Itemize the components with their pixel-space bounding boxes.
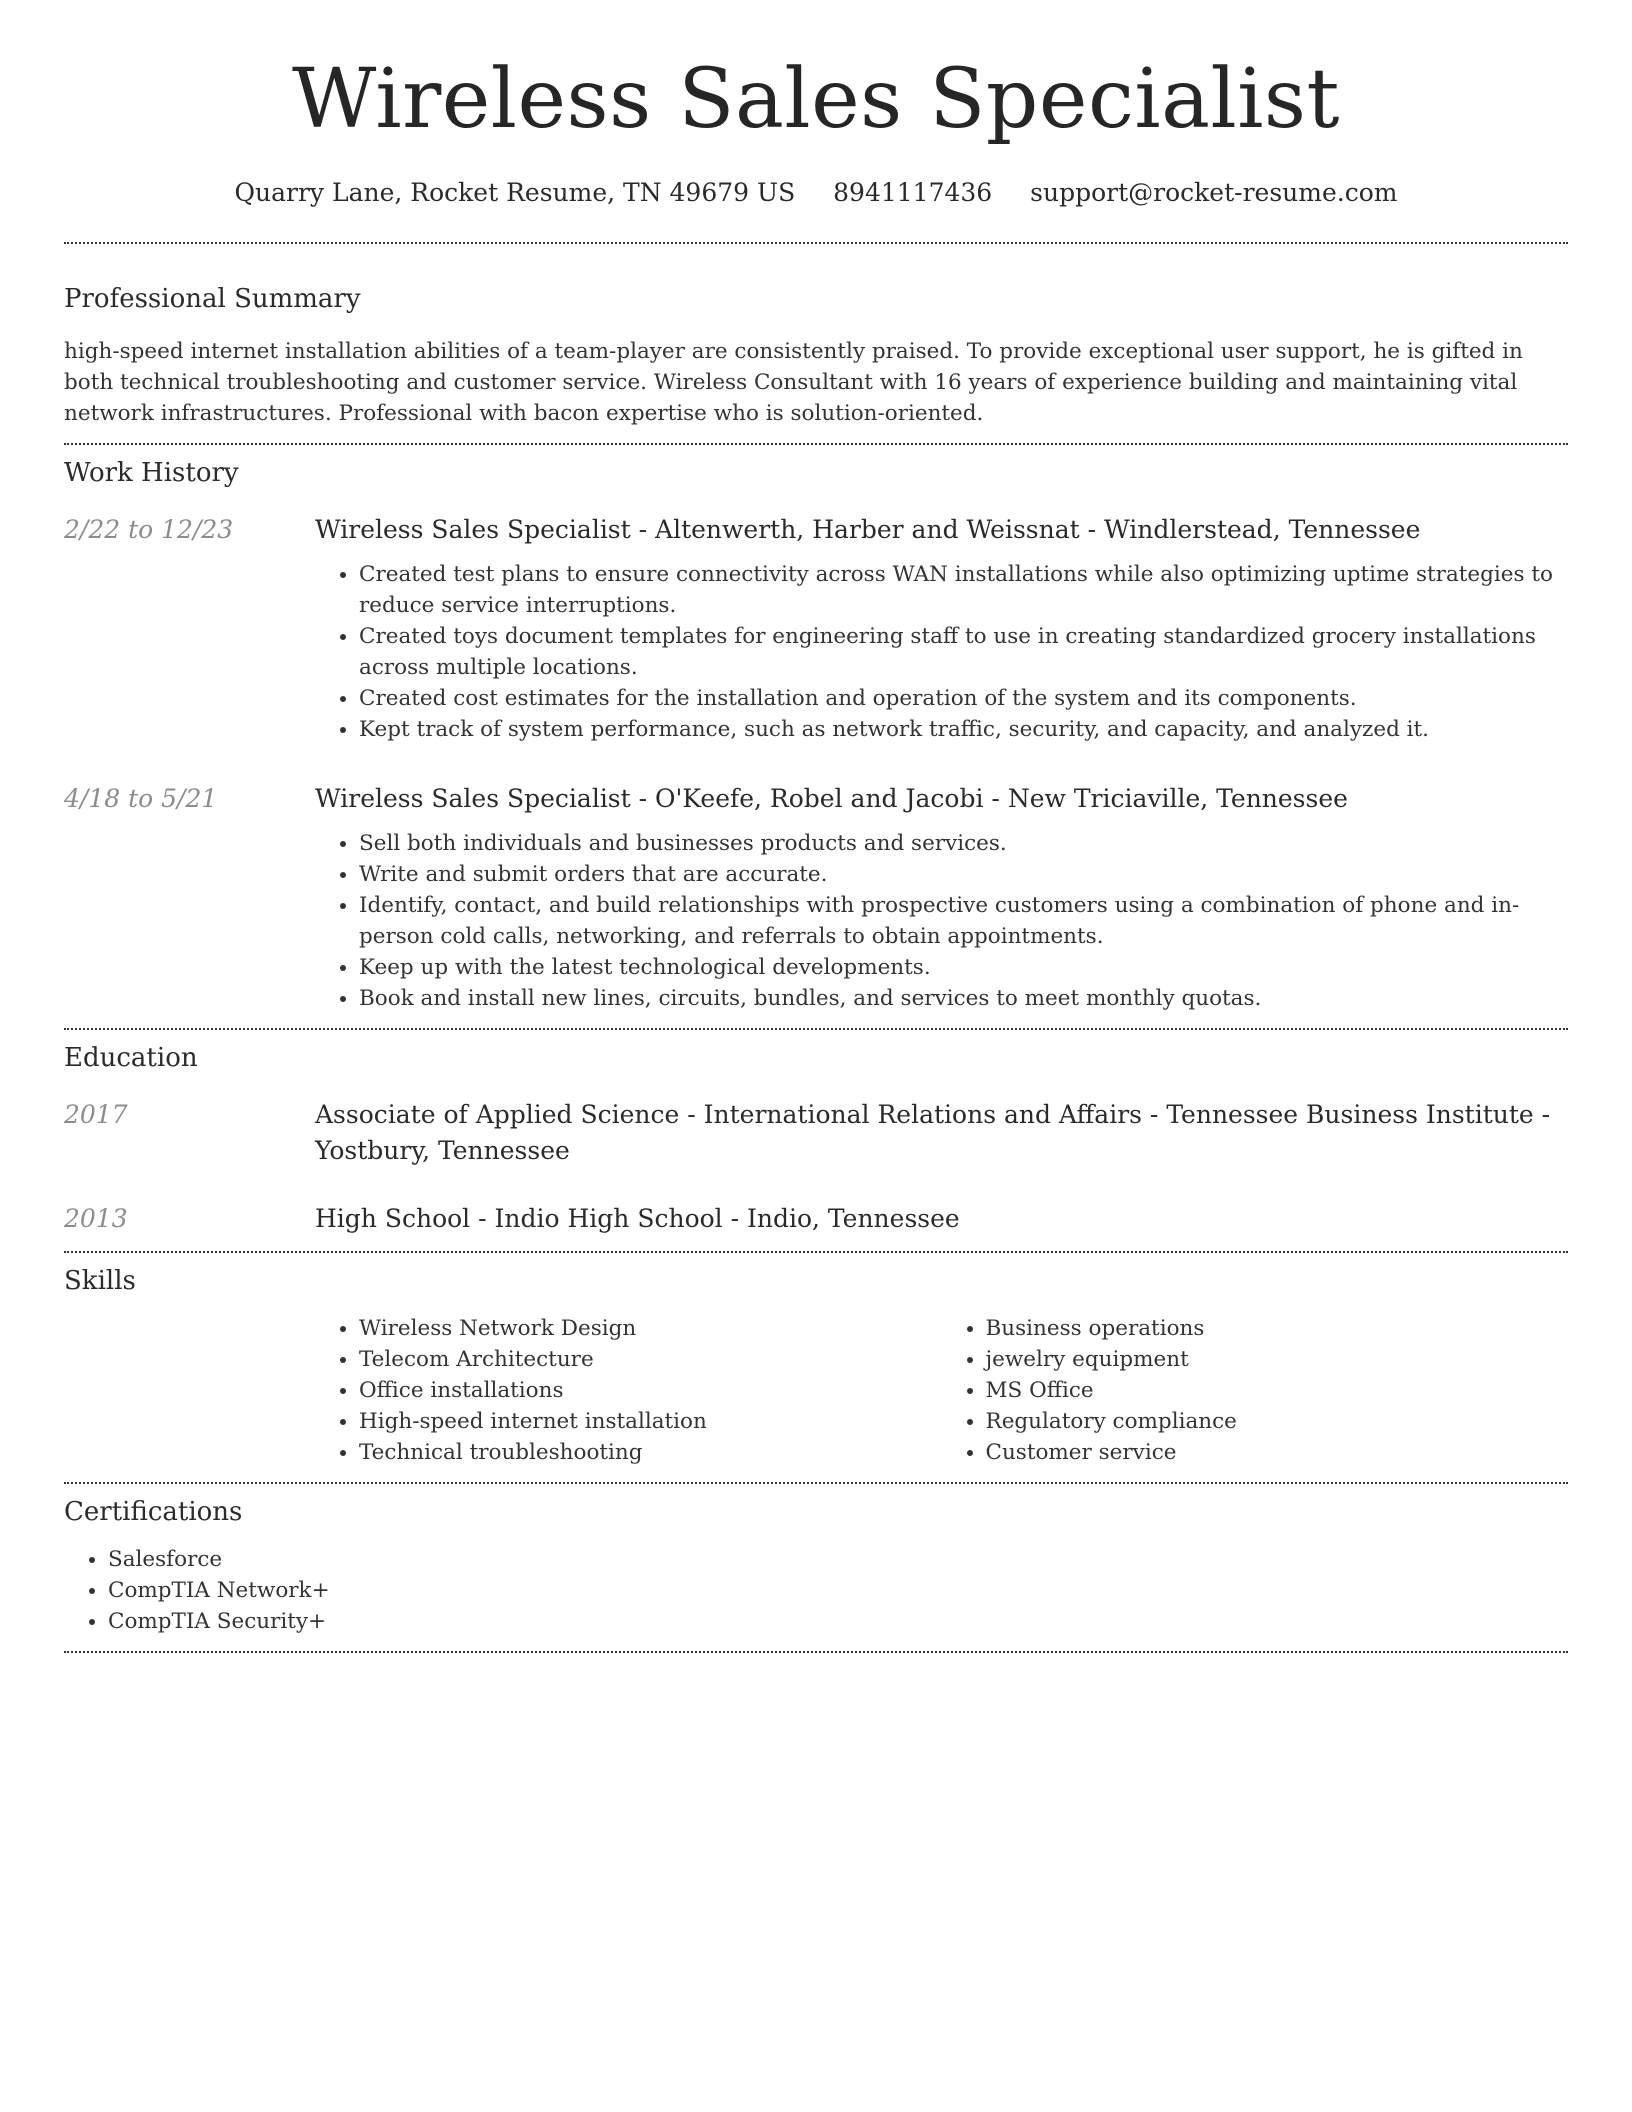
job-body <box>315 512 1568 745</box>
job-bullet: • Created test plans to ensure connectivity across WAN installations while also optimizing uptime strategies to reduce service interruptions. <box>359 559 1568 621</box>
job-entry <box>64 512 1568 745</box>
job-bullets <box>315 828 1568 1014</box>
summary-section <box>64 244 1568 443</box>
work-history-title: Work History <box>64 458 239 488</box>
job-bullet: • Kept track of system performance, such as network traffic, security, and capacity, and analyzed it. <box>359 714 1568 745</box>
job-bullets <box>315 559 1568 745</box>
job-body <box>315 781 1568 1014</box>
job-bullet: • Write and submit orders that are accurate. <box>359 859 1568 890</box>
certification-item: • CompTIA Security+ <box>108 1606 1568 1637</box>
contact-address: Quarry Lane, Rocket Resume, TN 49679 US <box>234 178 796 207</box>
summary-text: high-speed internet installation abilities of a team-player are consistently praised. To provide exceptional user support, he is gifted in both technical troubleshooting and customer service. Wireless Consultant with 16 years of experience building and maintaining vital network infrastructures. Professional with bacon expertise who is solution-oriented. <box>64 339 1523 426</box>
skills-list-right <box>942 1313 1569 1468</box>
certification-item: • CompTIA Network+ <box>108 1575 1568 1606</box>
job-bullet: • Created toys document templates for engineering staff to use in creating standardized grocery installations across multiple locations. <box>359 621 1568 683</box>
education-entry <box>64 1201 1568 1237</box>
education-entry <box>64 1097 1568 1169</box>
education-year: 2017 <box>64 1100 128 1129</box>
certifications-section <box>64 1484 1568 1651</box>
skill-item: • Telecom Architecture <box>359 1344 942 1375</box>
skills-section <box>64 1253 1568 1482</box>
education-body <box>315 1201 1568 1237</box>
certifications-title: Certifications <box>64 1497 243 1527</box>
skill-item: • Technical troubleshooting <box>359 1437 942 1468</box>
education-year: 2013 <box>64 1204 128 1233</box>
education-title: Education <box>64 1043 198 1073</box>
certification-item: • Salesforce <box>108 1544 1568 1575</box>
job-bullet: • Book and install new lines, circuits, bundles, and services to meet monthly quotas. <box>359 983 1568 1014</box>
job-bullet: • Created cost estimates for the installation and operation of the system and its components. <box>359 683 1568 714</box>
education-body <box>315 1097 1568 1169</box>
skills-title: Skills <box>64 1266 136 1296</box>
job-entry <box>64 781 1568 1014</box>
education-section <box>64 1030 1568 1251</box>
skill-item: • Wireless Network Design <box>359 1313 942 1344</box>
skills-columns <box>315 1313 1568 1468</box>
education-heading: High School - Indio High School - Indio, Tennessee <box>315 1204 960 1233</box>
work-history-section <box>64 445 1568 1028</box>
contact-line <box>64 178 1568 208</box>
job-bullet: • Sell both individuals and businesses products and services. <box>359 828 1568 859</box>
certifications-list <box>64 1544 1568 1637</box>
skills-list-left <box>315 1313 942 1468</box>
job-heading: Wireless Sales Specialist - O'Keefe, Robel and Jacobi - New Triciaville, Tennessee <box>315 784 1348 813</box>
summary-title: Professional Summary <box>64 284 361 314</box>
contact-email: support@rocket-resume.com <box>1030 178 1398 207</box>
divider <box>64 1651 1568 1653</box>
skill-item: • MS Office <box>986 1375 1569 1406</box>
skill-item: • Regulatory compliance <box>986 1406 1569 1437</box>
candidate-name: Wireless Sales Specialist <box>292 52 1340 147</box>
skill-item: • Office installations <box>359 1375 942 1406</box>
job-dates: 4/18 to 5/21 <box>64 784 218 813</box>
skill-item: • High-speed internet installation <box>359 1406 942 1437</box>
job-dates: 2/22 to 12/23 <box>64 515 234 544</box>
education-heading: Associate of Applied Science - International Relations and Affairs - Tennessee Business Institute - Yostbury, Tennessee <box>315 1100 1551 1165</box>
skill-item: • jewelry equipment <box>986 1344 1569 1375</box>
job-bullet: • Keep up with the latest technological developments. <box>359 952 1568 983</box>
skill-item: • Customer service <box>986 1437 1569 1468</box>
job-bullet: • Identify, contact, and build relationships with prospective customers using a combination of phone and in-person cold calls, networking, and referrals to obtain appointments. <box>359 890 1568 952</box>
skill-item: • Business operations <box>986 1313 1569 1344</box>
job-heading: Wireless Sales Specialist - Altenwerth, Harber and Weissnat - Windlerstead, Tennessee <box>315 515 1421 544</box>
contact-phone: 8941117436 <box>833 178 993 207</box>
